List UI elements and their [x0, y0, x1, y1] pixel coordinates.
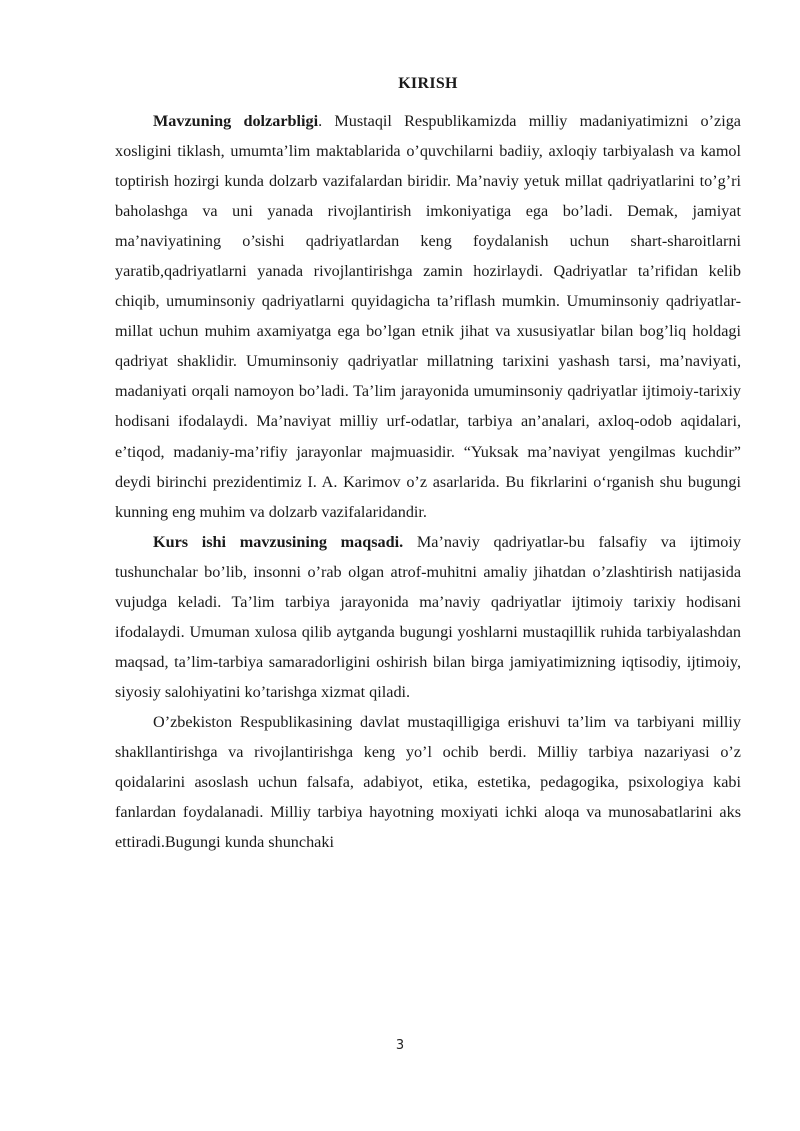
paragraph-relevance [115, 106, 741, 527]
page-title: KIRISH [398, 75, 458, 92]
paragraph-lead: Mavzuning dolzarbligi [153, 112, 319, 130]
page-body [115, 74, 741, 857]
paragraph-text: Ma’naviy qadriyatlar-bu falsafiy va ijtimoiy tushunchalar bo’lib, insonni o’rab olgan atrof-muhitni amaliy jihatdan o’zlashtirish natijasida vujudga keladi. Ta’lim tarbiya jarayonida ma’naviy qadriyatlar ijtimoiy tarixiy hodisani ifodalaydi. Umuman xulosa qilib aytganda bugungi yoshlarni mustaqillik ruhida tarbiyalashdan maqsad, ta’lim-tarbiya samaradorligini oshirish bilan birga jamiyatimizning iqtisodiy, ijtimoiy, siyosiy salohiyatini ko’tarishga xizmat qiladi. [115, 532, 741, 701]
paragraph-independence [115, 707, 741, 857]
paragraph-purpose [115, 527, 741, 707]
paragraph-lead: Kurs ishi mavzusining maqsadi. [153, 532, 404, 551]
page-number: 3 [395, 1038, 405, 1053]
paragraph-text: . Mustaqil Respublikamizda milliy madaniyatimizni o’ziga xosligini tiklash, umumta’lim maktablarida o’quvchilarni badiiy, axloqiy tarbiyalash va kamol toptirish hozirgi kunda dolzarb vazifalardan biridir. Ma’naviy yetuk millat qadriyatlarini to’g’ri baholashga va uni yanada rivojlantirish imkoniyatiga ega bo’ladi. Demak, jamiyat ma’naviyatining o’sishi qadriyatlardan keng foydalanish uchun shart-sharoitlarni yaratib,qadriyatlarni yanada rivojlantirishga zamin hozirlaydi. Qadriyatlar ta’rifidan kelib chiqib, umuminsoniy qadriyatlarni quyidagicha ta’riflash mumkin. Umuminsoniy qadriyatlar-millat uchun muhim axamiyatga ega bo’lgan etnik jihat va xususiyatlar bilan bog’liq holdagi qadriyat shaklidir. Umuminsoniy qadriyatlar millatning tarixini yashash tarsi, ma’naviyati, madaniyati orqali namoyon bo’ladi. Ta’lim jarayonida umuminsoniy qadriyatlar ijtimoiy-tarixiy hodisani ifodalaydi. Ma’naviyat milliy urf-odatlar, tarbiya an’analari, axloq-odob aqidalari, e’tiqod, madaniy-ma’rifiy jarayonlar majmuasidir. “Yuksak ma’naviyat yengilmas kuchdir” deydi birinchi prezidentimiz I. A. Karimov o’z asarlarida. Bu fikrlarini o‘rganish shu bugungi kunning eng muhim va dolzarb vazifalaridandir. [115, 112, 741, 521]
paragraph-text: O’zbekiston Respublikasining davlat mustaqilligiga erishuvi ta’lim va tarbiyani milliy shakllantirishga va rivojlantirishga keng yo’l ochib berdi. Milliy tarbiya nazariyasi o’z qoidalarini asoslash uchun falsafa, adabiyot, etika, estetika, pedagogika, psixologiya kabi fanlardan foydalanadi. Milliy tarbiya hayotning moxiyati ichki aloqa va munosabatlarini aks ettiradi.Bugungi kunda shunchaki [115, 712, 741, 852]
